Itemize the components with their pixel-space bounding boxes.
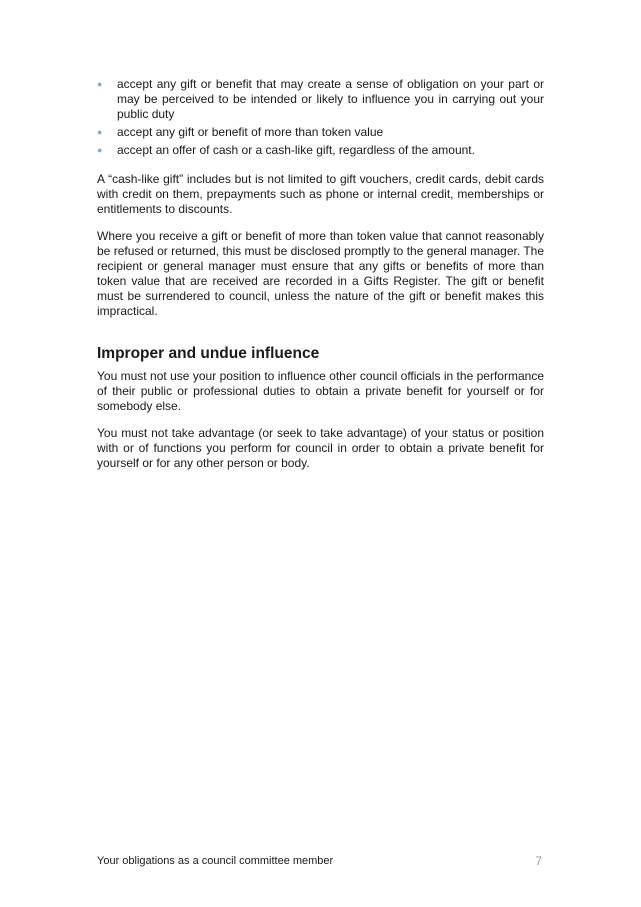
footer-title: Your obligations as a council committee member <box>97 855 334 867</box>
list-item <box>97 77 544 122</box>
bullet-text: accept any gift or benefit of more than token value <box>117 125 384 139</box>
cash-like-gift-paragraph: A “cash-like gift” includes but is not limited to gift vouchers, credit cards, debit cards with credit on them, prepayments such as phone or internal credit, memberships or entitlements to discounts. <box>97 172 544 216</box>
bullet-text: accept an offer of cash or a cash-like gift, regardless of the amount. <box>117 143 475 157</box>
influence-paragraph-2: You must not take advantage (or seek to take advantage) of your status or position with or of functions you perform for council in order to obtain a private benefit for yourself or for any other person or body. <box>97 426 544 470</box>
page-content <box>97 77 544 483</box>
bullet-text: accept any gift or benefit that may create a sense of obligation on your part or may be perceived to be intended or likely to influence you in carrying out your public duty <box>117 77 544 121</box>
list-item <box>97 143 544 158</box>
influence-paragraph-1: You must not use your position to influence other council officials in the performance of their public or professional duties to obtain a private benefit for yourself or for somebody else. <box>97 369 544 413</box>
disclosure-paragraph: Where you receive a gift or benefit of more than token value that cannot reasonably be refused or returned, this must be disclosed promptly to the general manager. The recipient or general manager must ensure that any gifts or benefits of more than token value that are received are recorded in a Gifts Register. The gift or benefit must be surrendered to council, unless the nature of the gift or benefit makes this impractical. <box>97 229 544 318</box>
section-heading: Improper and undue influence <box>97 345 320 362</box>
page-number: 7 <box>535 854 542 868</box>
list-item <box>97 125 544 140</box>
bullet-icon: ● <box>97 145 103 155</box>
bullet-list <box>97 77 544 158</box>
bullet-icon: ● <box>97 79 103 89</box>
bullet-icon: ● <box>97 127 103 137</box>
page-footer <box>97 854 544 868</box>
